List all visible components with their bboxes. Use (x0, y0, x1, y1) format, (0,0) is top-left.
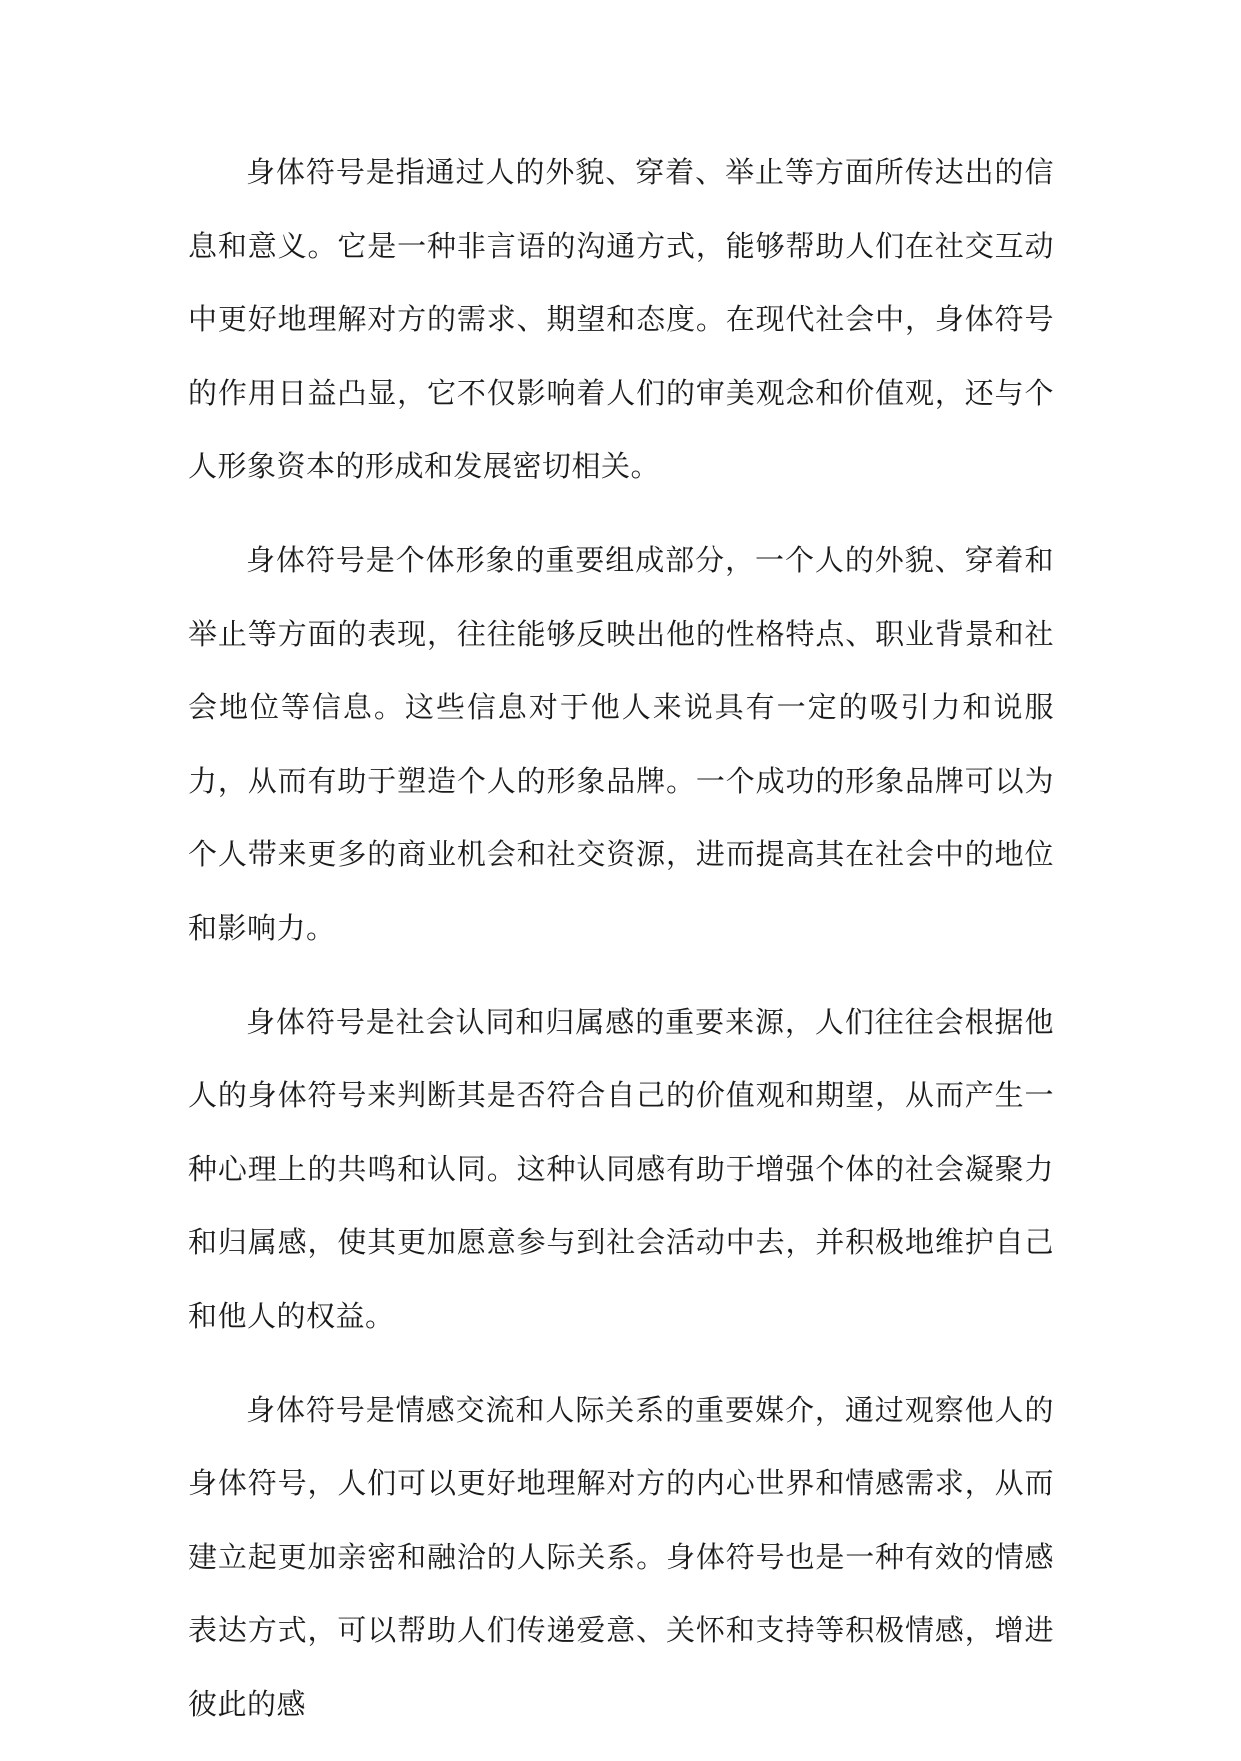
paragraph-3: 身体符号是社会认同和归属感的重要来源，人们往往会根据他人的身体符号来判断其是否符合自己的价值观和期望，从而产生一种心理上的共鸣和认同。这种认同感有助于增强个体的社会凝聚力和归属感，使其更加愿意参与到社会活动中去，并积极地维护自己和他人的权益。 (188, 1004, 1054, 1333)
paragraph-2: 身体符号是个体形象的重要组成部分，一个人的外貌、穿着和举止等方面的表现，往往能够反映出他的性格特点、职业背景和社会地位等信息。这些信息对于他人来说具有一定的吸引力和说服力，从而有助于塑造个人的形象品牌。一个成功的形象品牌可以为个人带来更多的商业机会和社交资源，进而提高其在社会中的地位和影响力。 (188, 542, 1054, 945)
document-body (188, 136, 1054, 1761)
paragraph-4: 身体符号是情感交流和人际关系的重要媒介，通过观察他人的身体符号，人们可以更好地理解对方的内心世界和情感需求，从而建立起更加亲密和融洽的人际关系。身体符号也是一种有效的情感表达方式，可以帮助人们传递爱意、关怀和支持等积极情感，增进彼此的感 (188, 1392, 1054, 1721)
paragraph-1: 身体符号是指通过人的外貌、穿着、举止等方面所传达出的信息和意义。它是一种非言语的沟通方式，能够帮助人们在社交互动中更好地理解对方的需求、期望和态度。在现代社会中，身体符号的作用日益凸显，它不仅影响着人们的审美观念和价值观，还与个人形象资本的形成和发展密切相关。 (188, 155, 1054, 484)
